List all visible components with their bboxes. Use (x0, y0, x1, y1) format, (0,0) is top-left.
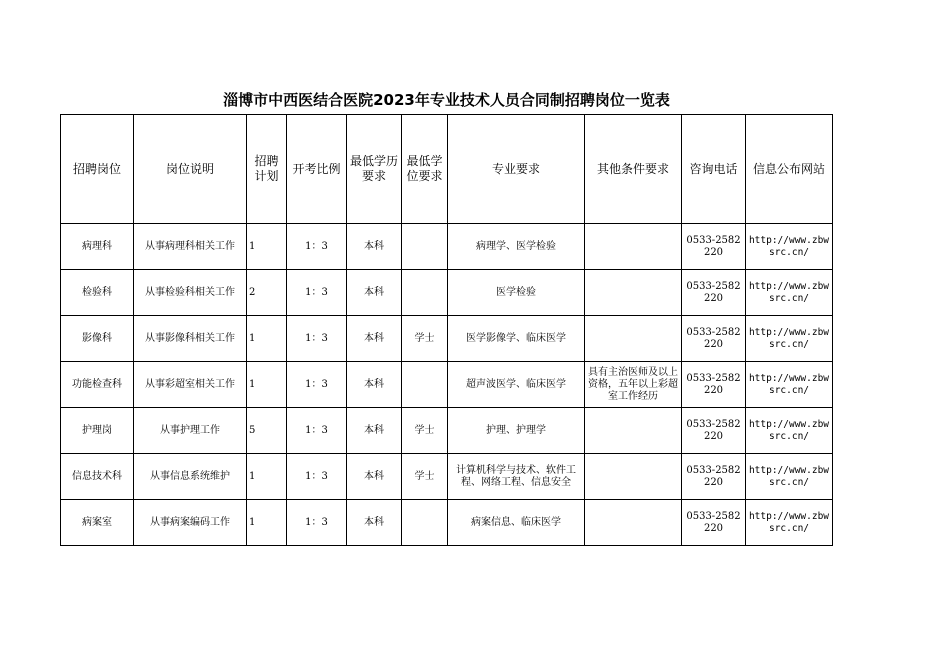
cell-quota: 5 (247, 408, 287, 454)
cell-other (585, 454, 682, 500)
header-phone: 咨询电话 (682, 115, 746, 224)
cell-description: 从事信息系统维护 (134, 454, 247, 500)
cell-education: 本科 (347, 316, 402, 362)
cell-degree: 学士 (402, 454, 448, 500)
cell-description: 从事病理科相关工作 (134, 224, 247, 270)
cell-description: 从事检验科相关工作 (134, 270, 247, 316)
table-row (61, 362, 833, 408)
cell-quota: 1 (247, 362, 287, 408)
cell-position: 影像科 (61, 316, 134, 362)
cell-ratio: 1：3 (287, 500, 347, 546)
cell-phone: 0533-2582220 (682, 408, 746, 454)
table-row (61, 408, 833, 454)
cell-quota: 1 (247, 224, 287, 270)
cell-position: 信息技术科 (61, 454, 134, 500)
cell-degree (402, 224, 448, 270)
cell-education: 本科 (347, 270, 402, 316)
table-row (61, 270, 833, 316)
cell-other (585, 408, 682, 454)
header-website: 信息公布网站 (746, 115, 833, 224)
header-ratio: 开考比例 (287, 115, 347, 224)
cell-other: 具有主治医师及以上资格，五年以上彩超室工作经历 (585, 362, 682, 408)
recruitment-table (60, 114, 833, 546)
cell-phone: 0533-2582220 (682, 362, 746, 408)
header-education: 最低学历要求 (347, 115, 402, 224)
cell-website: http://www.zbwsrc.cn/ (746, 224, 833, 270)
cell-phone: 0533-2582220 (682, 500, 746, 546)
cell-education: 本科 (347, 224, 402, 270)
header-position: 招聘岗位 (61, 115, 134, 224)
cell-degree (402, 500, 448, 546)
header-degree: 最低学位要求 (402, 115, 448, 224)
cell-major: 超声波医学、临床医学 (448, 362, 585, 408)
cell-education: 本科 (347, 408, 402, 454)
cell-phone: 0533-2582220 (682, 316, 746, 362)
cell-major: 病案信息、临床医学 (448, 500, 585, 546)
header-quota: 招聘计划 (247, 115, 287, 224)
cell-other (585, 316, 682, 362)
table-header-row (61, 115, 833, 224)
cell-other (585, 224, 682, 270)
cell-description: 从事病案编码工作 (134, 500, 247, 546)
cell-ratio: 1：3 (287, 316, 347, 362)
cell-ratio: 1：3 (287, 270, 347, 316)
cell-website: http://www.zbwsrc.cn/ (746, 270, 833, 316)
cell-major: 病理学、医学检验 (448, 224, 585, 270)
cell-position: 病理科 (61, 224, 134, 270)
cell-major: 护理、护理学 (448, 408, 585, 454)
table-row (61, 224, 833, 270)
cell-description: 从事影像科相关工作 (134, 316, 247, 362)
cell-degree: 学士 (402, 316, 448, 362)
cell-description: 从事彩超室相关工作 (134, 362, 247, 408)
cell-other (585, 270, 682, 316)
cell-quota: 1 (247, 316, 287, 362)
cell-position: 护理岗 (61, 408, 134, 454)
cell-major: 计算机科学与技术、软件工程、网络工程、信息安全 (448, 454, 585, 500)
header-other: 其他条件要求 (585, 115, 682, 224)
cell-website: http://www.zbwsrc.cn/ (746, 500, 833, 546)
cell-ratio: 1：3 (287, 224, 347, 270)
cell-degree (402, 362, 448, 408)
header-major: 专业要求 (448, 115, 585, 224)
cell-quota: 1 (247, 500, 287, 546)
cell-website: http://www.zbwsrc.cn/ (746, 362, 833, 408)
cell-education: 本科 (347, 500, 402, 546)
cell-other (585, 500, 682, 546)
cell-website: http://www.zbwsrc.cn/ (746, 316, 833, 362)
page-title: 淄博市中西医结合医院2023年专业技术人员合同制招聘岗位一览表 (223, 91, 670, 109)
cell-ratio: 1：3 (287, 408, 347, 454)
cell-position: 检验科 (61, 270, 134, 316)
cell-degree (402, 270, 448, 316)
cell-phone: 0533-2582220 (682, 454, 746, 500)
cell-ratio: 1：3 (287, 362, 347, 408)
cell-website: http://www.zbwsrc.cn/ (746, 454, 833, 500)
header-description: 岗位说明 (134, 115, 247, 224)
cell-phone: 0533-2582220 (682, 224, 746, 270)
cell-description: 从事护理工作 (134, 408, 247, 454)
cell-degree: 学士 (402, 408, 448, 454)
cell-major: 医学影像学、临床医学 (448, 316, 585, 362)
cell-quota: 1 (247, 454, 287, 500)
table-row (61, 316, 833, 362)
cell-education: 本科 (347, 454, 402, 500)
cell-phone: 0533-2582220 (682, 270, 746, 316)
cell-position: 功能检查科 (61, 362, 134, 408)
cell-website: http://www.zbwsrc.cn/ (746, 408, 833, 454)
cell-position: 病案室 (61, 500, 134, 546)
table-row (61, 454, 833, 500)
cell-education: 本科 (347, 362, 402, 408)
table-row (61, 500, 833, 546)
cell-ratio: 1：3 (287, 454, 347, 500)
cell-quota: 2 (247, 270, 287, 316)
cell-major: 医学检验 (448, 270, 585, 316)
